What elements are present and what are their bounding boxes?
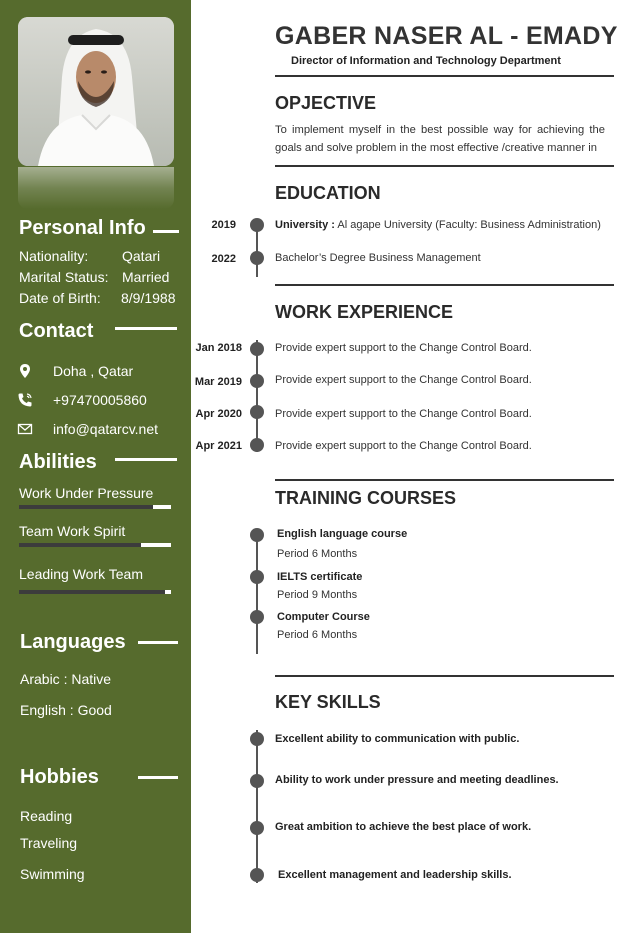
person-name: GABER NASER AL - EMADY (275, 22, 618, 50)
abilities-rule (115, 458, 177, 461)
profile-photo (18, 17, 174, 166)
work-experience-heading: WORK EXPERIENCE (275, 302, 454, 322)
job-title: Director of Information and Technology Department (291, 55, 561, 67)
portrait-illustration (18, 17, 174, 166)
marital-status-label: Marital Status: (19, 269, 109, 285)
dob-label: Date of Birth: (19, 290, 101, 306)
work-date: Jan 2018 (195, 342, 242, 354)
languages-rule (138, 641, 178, 644)
work-entry: Provide expert support to the Change Control Board. (275, 374, 532, 386)
work-entry: Provide expert support to the Change Control Board. (275, 440, 532, 452)
hobby-item: Reading (20, 808, 73, 824)
header-divider (275, 75, 614, 77)
objective-text: To implement myself in the best possible way for achieving the goals and solve problem in the most effective /creative manner in (275, 124, 605, 154)
hobby-item: Swimming (20, 866, 85, 882)
timeline-dot (250, 342, 264, 356)
section-divider (275, 284, 614, 286)
timeline-dot (250, 570, 264, 584)
education-entry-label: University : (275, 219, 335, 231)
hobby-item: Traveling (20, 835, 78, 851)
education-entry (275, 219, 601, 231)
contact-heading: Contact (19, 320, 94, 342)
course-title: IELTS certificate (277, 571, 363, 583)
skill-item: Excellent management and leadership skills. (278, 869, 512, 881)
education-heading: EDUCATION (275, 183, 381, 203)
photo-reflection (18, 167, 174, 209)
ability-bar-fill (19, 505, 153, 509)
work-date: Mar 2019 (194, 376, 242, 388)
email-icon (17, 421, 33, 437)
nationality-label: Nationality: (19, 248, 89, 264)
timeline-dot (250, 438, 264, 452)
contact-rule (115, 327, 177, 330)
sidebar (0, 0, 191, 933)
education-entry-text: Bachelor’s Degree Business Management (275, 252, 481, 264)
course-period: Period 6 Months (277, 548, 358, 560)
ability-label: Work Under Pressure (19, 485, 154, 501)
timeline-dot (250, 774, 264, 788)
timeline-dot (250, 528, 264, 542)
section-divider (275, 165, 614, 167)
training-heading: TRAINING COURSES (275, 488, 457, 508)
languages-heading: Languages (20, 631, 126, 653)
objective-heading: OPJECTIVE (275, 93, 377, 113)
ability-label: Team Work Spirit (19, 523, 126, 539)
contact-location: Doha , Qatar (53, 363, 134, 379)
ability-bar-track (19, 505, 171, 509)
language-item: Arabic : Native (20, 671, 112, 687)
ability-bar-fill (19, 543, 141, 547)
contact-phone[interactable]: +97470005860 (53, 392, 147, 408)
ability-bar-track (19, 543, 171, 547)
skill-item: Ability to work under pressure and meeting deadlines. (275, 774, 559, 786)
dob-value: 8/9/1988 (121, 290, 176, 306)
course-title: Computer Course (277, 611, 370, 623)
timeline-dot (250, 251, 264, 265)
timeline-dot (250, 405, 264, 419)
timeline-dot (250, 732, 264, 746)
course-title: English language course (277, 528, 408, 540)
course-period: Period 9 Months (277, 589, 358, 601)
location-pin-icon (17, 363, 33, 379)
language-item: English : Good (20, 702, 112, 718)
timeline-dot (250, 821, 264, 835)
skill-item: Excellent ability to communication with public. (275, 733, 520, 745)
section-divider (275, 675, 614, 677)
ability-label: Leading Work Team (19, 566, 143, 582)
phone-icon (17, 392, 33, 408)
ability-bar-fill (19, 590, 165, 594)
marital-status-value: Married (122, 269, 170, 285)
hobbies-rule (138, 776, 178, 779)
work-date: Apr 2021 (195, 440, 242, 452)
timeline-dot (250, 610, 264, 624)
hobbies-heading: Hobbies (20, 766, 99, 788)
work-timeline-line (256, 340, 258, 452)
personal-info-heading: Personal Info (19, 217, 146, 239)
course-period: Period 6 Months (277, 629, 358, 641)
timeline-dot (250, 374, 264, 388)
abilities-heading: Abilities (19, 451, 97, 473)
timeline-dot (250, 218, 264, 232)
education-entry-text: Al agape University (Faculty: Business Administration) (334, 219, 601, 231)
education-year: 2022 (211, 253, 236, 265)
training-timeline-line (256, 530, 258, 654)
work-entry: Provide expert support to the Change Control Board. (275, 408, 532, 420)
section-divider (275, 479, 614, 481)
contact-email[interactable]: info@qatarcv.net (53, 421, 159, 437)
nationality-value: Qatari (122, 248, 161, 264)
skill-item: Great ambition to achieve the best place of work. (275, 821, 532, 833)
skills-timeline-line (256, 730, 258, 883)
work-entry: Provide expert support to the Change Control Board. (275, 342, 532, 354)
key-skills-heading: KEY SKILLS (275, 692, 381, 712)
ability-bar-track (19, 590, 171, 594)
education-entry (275, 252, 481, 264)
timeline-dot (250, 868, 264, 882)
work-date: Apr 2020 (195, 408, 242, 420)
education-year: 2019 (211, 219, 236, 231)
